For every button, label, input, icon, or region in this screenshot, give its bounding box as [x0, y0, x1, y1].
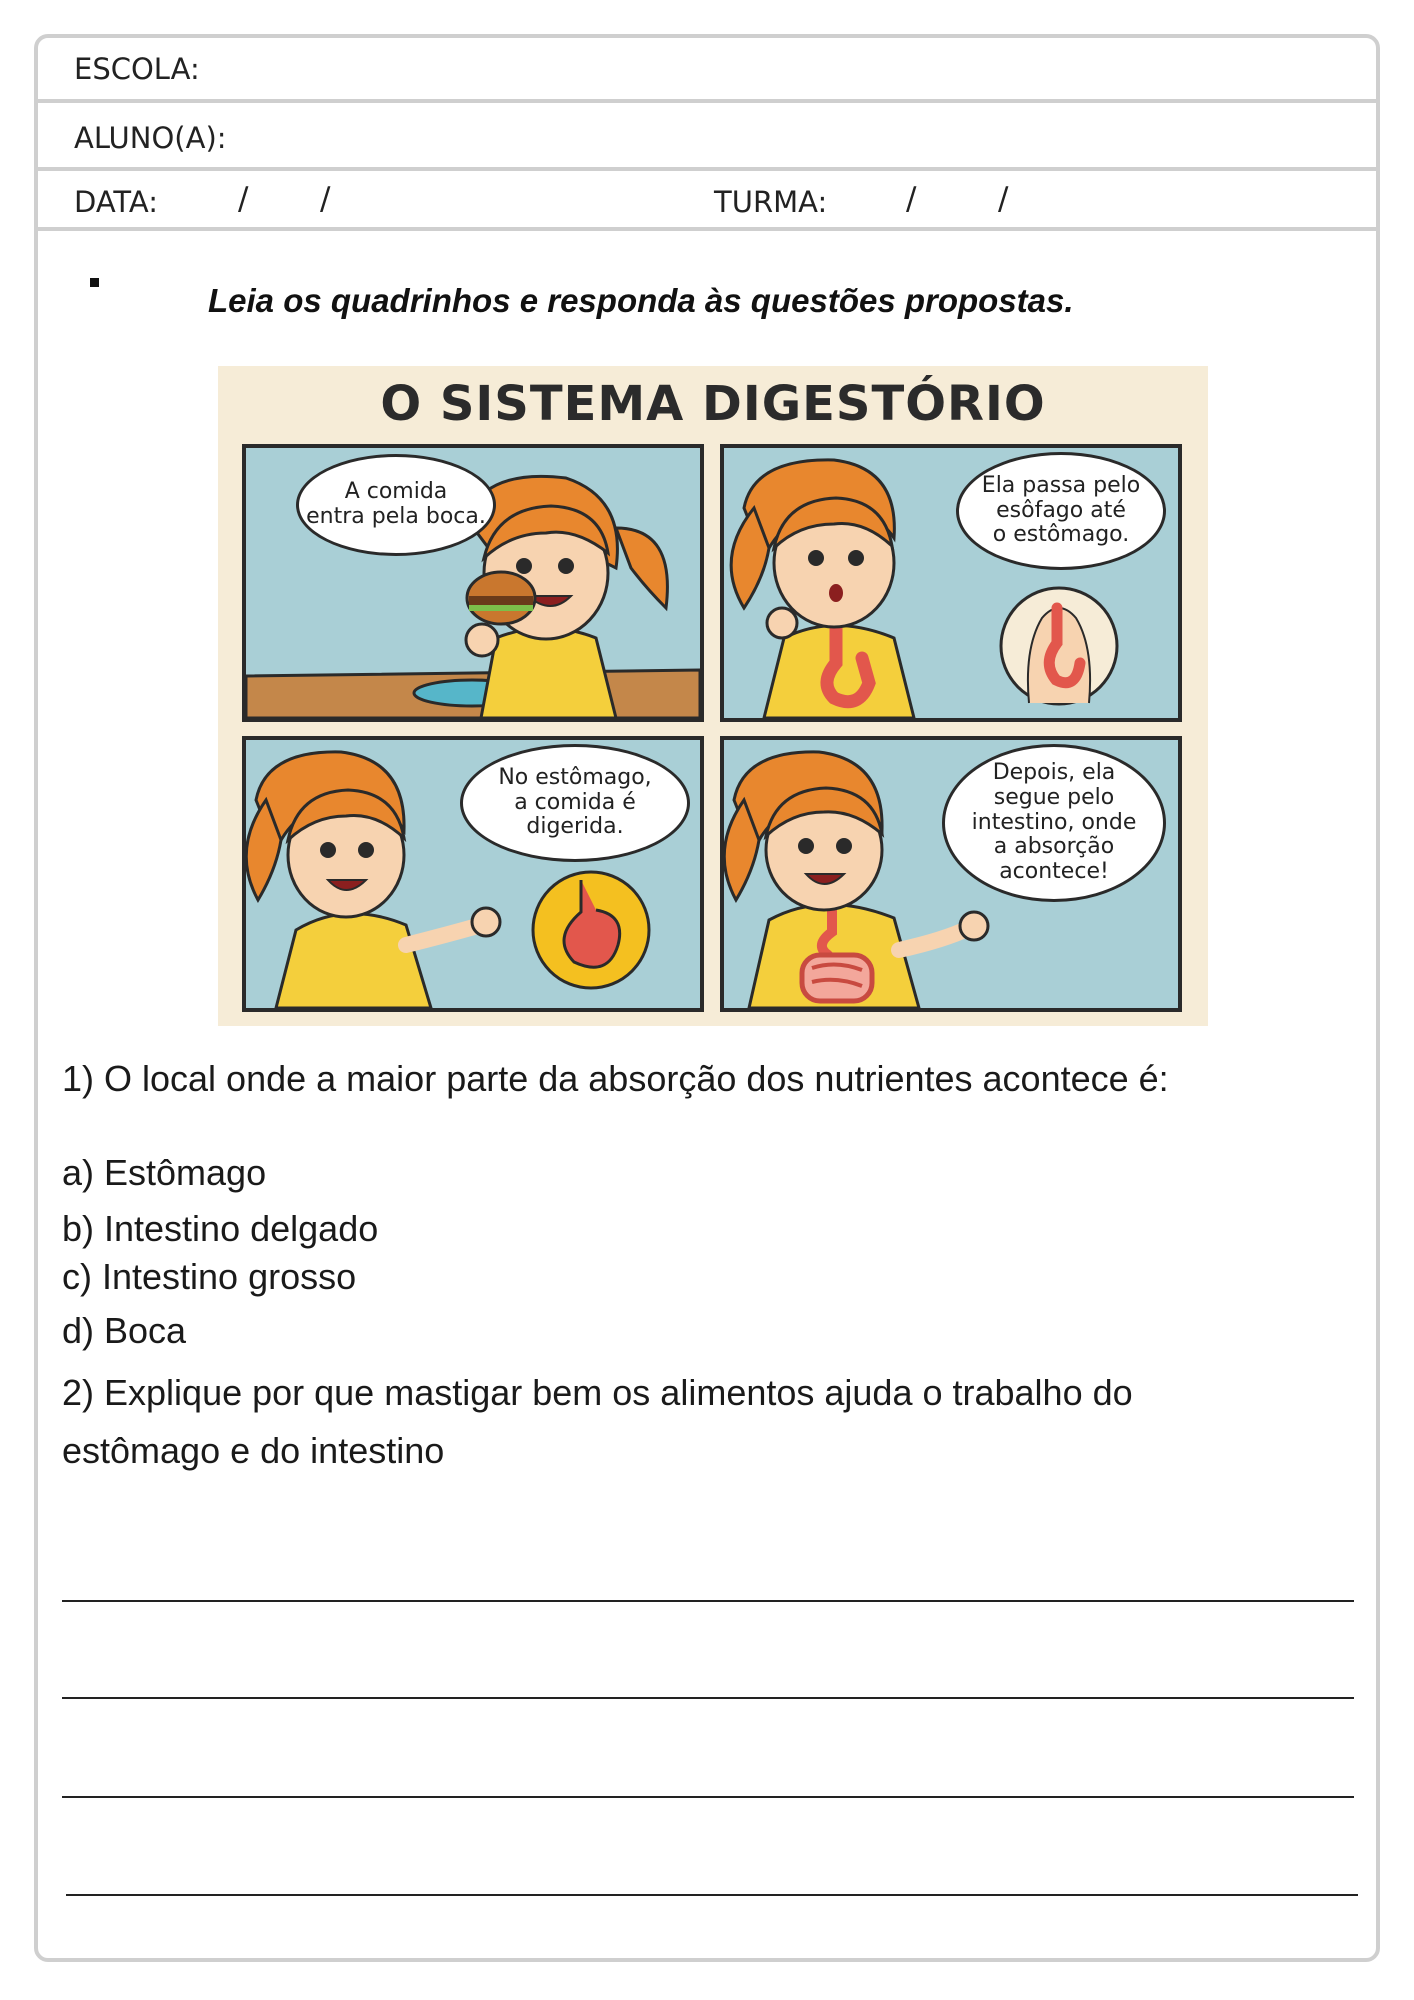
answer-line-2[interactable] [62, 1697, 1354, 1699]
date-slash-2: / [320, 181, 331, 217]
speech-bubble-3: No estômago, a comida é digerida. [460, 744, 690, 862]
speech-bubble-1: A comida entra pela boca. [296, 454, 496, 556]
student-label: ALUNO(A): [74, 121, 227, 155]
date-class-row[interactable] [38, 171, 1376, 231]
speech-bubble-4: Depois, ela segue pelo intestino, onde a absorção acontece! [942, 744, 1166, 902]
option-d[interactable]: d) Boca [62, 1310, 187, 1351]
question-1-text: 1) O local onde a maior parte da absorção dos nutrientes acontece é: [62, 1058, 1169, 1099]
class-label: TURMA: [714, 185, 828, 219]
answer-line-3[interactable] [62, 1796, 1354, 1798]
student-row[interactable] [38, 103, 1376, 171]
speech-bubble-2: Ela passa pelo esôfago até o estômago. [956, 452, 1166, 570]
class-slash-2: / [998, 181, 1009, 217]
comic-title: O SISTEMA DIGESTÓRIO [380, 376, 1046, 432]
option-b[interactable]: b) Intestino delgado [62, 1208, 379, 1249]
answer-line-4[interactable] [66, 1894, 1358, 1896]
option-a[interactable]: a) Estômago [62, 1152, 267, 1193]
option-c[interactable]: c) Intestino grosso [62, 1256, 357, 1297]
date-label: DATA: [74, 185, 158, 219]
school-row[interactable] [38, 38, 1376, 103]
comic-panel-1 [242, 444, 704, 722]
bullet-marker [90, 278, 99, 287]
comic-panel-3 [242, 736, 704, 1012]
answer-line-1[interactable] [62, 1600, 1354, 1602]
comic-strip [218, 366, 1208, 1026]
class-slash-1: / [906, 181, 917, 217]
comic-panel-2 [720, 444, 1182, 722]
date-slash-1: / [238, 181, 249, 217]
question-2-text: 2) Explique por que mastigar bem os alimentos ajuda o trabalho do estômago e do intestino [62, 1372, 1133, 1471]
instruction-text: Leia os quadrinhos e responda às questões propostas. [208, 282, 1074, 319]
comic-panel-4 [720, 736, 1182, 1012]
school-label: ESCOLA: [74, 52, 200, 86]
